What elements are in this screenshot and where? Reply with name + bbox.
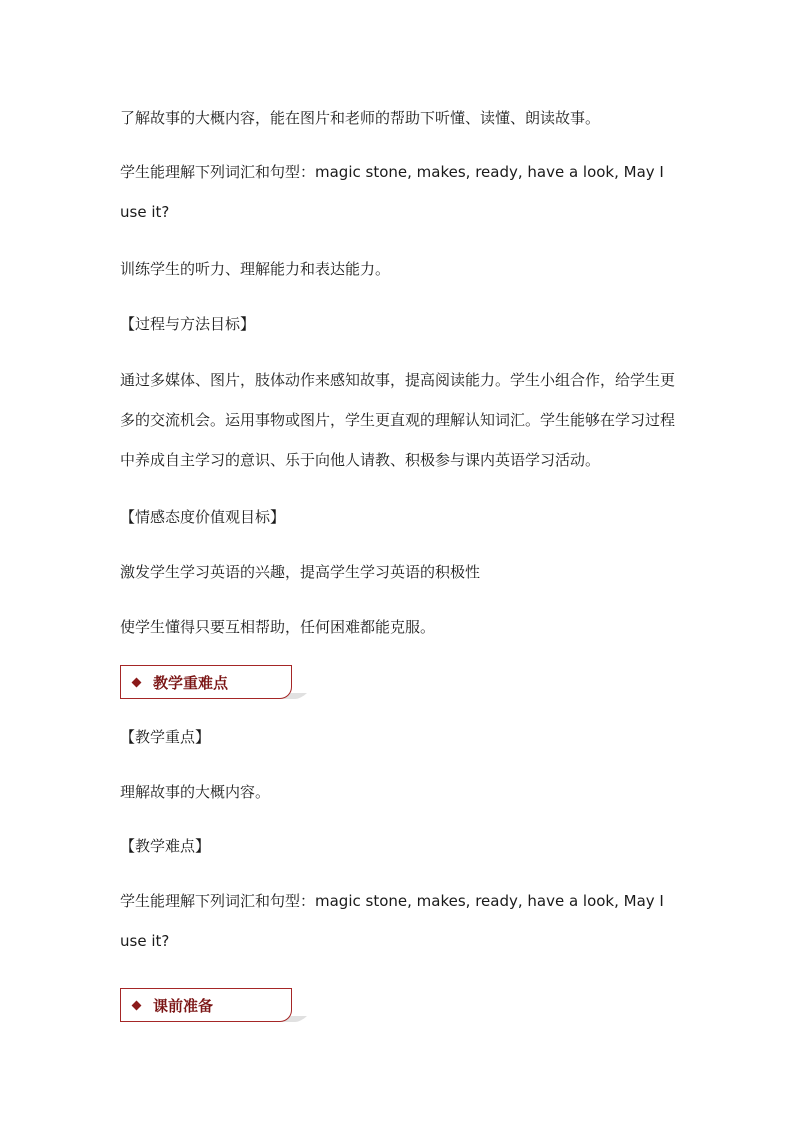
section-heading-label: 教学重难点	[153, 673, 229, 692]
paragraph-story-understanding: 了解故事的大概内容，能在图片和老师的帮助下听懂、读懂、朗读故事。	[120, 109, 601, 127]
section-heading-label: 课前准备	[153, 996, 214, 1015]
paragraph-teaching-difficulty: 学生能理解下列词汇和句型：magic stone, makes, ready, have a look, May I use it?	[120, 892, 664, 950]
paragraph-training-skills: 训练学生的听力、理解能力和表达能力。	[120, 260, 391, 278]
diamond-bullet-icon	[132, 1000, 142, 1010]
diamond-bullet-icon	[132, 677, 142, 687]
subheading-process-method-goals: 【过程与方法目标】	[120, 315, 256, 333]
paragraph-vocabulary-sentences: 学生能理解下列词汇和句型：magic stone, makes, ready, have a look, May I use it?	[120, 163, 664, 221]
subheading-emotion-attitude-goals: 【情感态度价值观目标】	[120, 508, 286, 526]
section-heading-key-difficult	[120, 665, 292, 699]
paragraph-stimulate-interest: 激发学生学习英语的兴趣，提高学生学习英语的积极性	[120, 563, 481, 581]
subheading-teaching-difficulty: 【教学难点】	[120, 837, 211, 855]
subheading-teaching-key: 【教学重点】	[120, 728, 211, 746]
paragraph-teaching-key: 理解故事的大概内容。	[120, 783, 271, 801]
section-heading-preparation	[120, 988, 292, 1022]
paragraph-process-method: 通过多媒体、图片，肢体动作来感知故事，提高阅读能力。学生小组合作，给学生更多的交流机会。运用事物或图片，学生更直观的理解认知词汇。学生能够在学习过程中养成自主学习的意识、乐于向他人请教、积极参与课内英语学习活动。	[120, 371, 676, 469]
paragraph-mutual-help: 使学生懂得只要互相帮助，任何困难都能克服。	[120, 618, 436, 636]
